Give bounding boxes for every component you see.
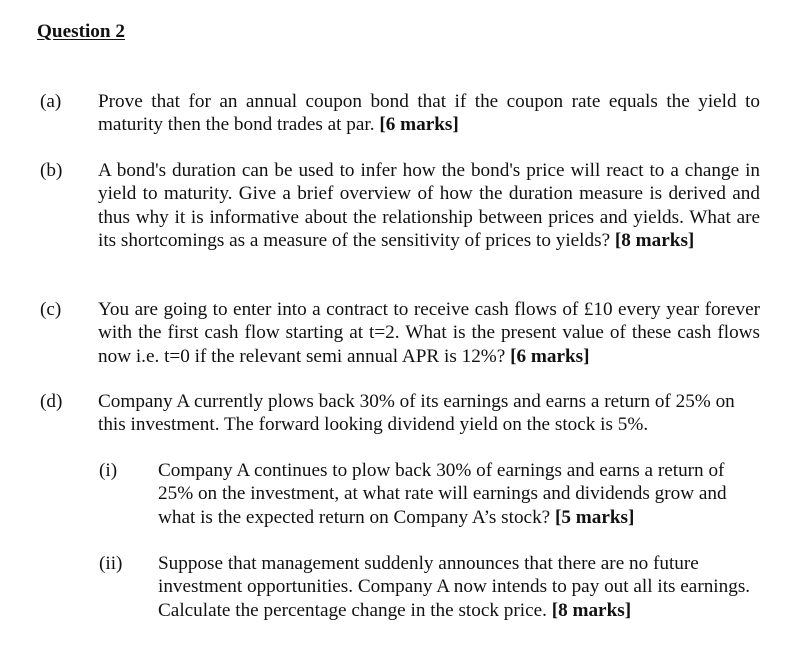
part-body: A bond's duration can be used to infer how the bond's price will react to a change in yield to maturity. Give a brief overview of how the duration measure is derived and thus why it is informative about the relationship between prices and yields. What are its shortcomings as a measure of the sensitivity of prices to yields?	[98, 160, 760, 251]
subpart-text	[158, 459, 760, 529]
part-text	[98, 159, 760, 252]
question-title: Question 2	[37, 21, 125, 42]
marks-badge: [6 marks]	[379, 114, 459, 136]
part-label: (b)	[40, 160, 63, 181]
part-text	[98, 390, 760, 437]
subpart-body: Suppose that management suddenly announces that there are no future investment opportunities. Company A now intends to pay out all its earnings. Calculate the percentage change in the stock price.	[158, 553, 751, 621]
marks-badge: [6 marks]	[510, 345, 590, 367]
part-text	[98, 90, 760, 137]
subpart-label: (ii)	[99, 553, 123, 574]
part-label: (d)	[40, 391, 63, 412]
marks-badge: [5 marks]	[555, 506, 635, 528]
marks-badge: [8 marks]	[551, 599, 632, 621]
part-body: Prove that for an annual coupon bond that if the coupon rate equals the yield to maturity then the bond trades at par.	[98, 91, 760, 136]
part-body: You are going to enter into a contract to receive cash flows of £10 every year forever with the first cash flow starting at t=2. What is the present value of these cash flows now i.e. t=0 if the relevant semi annual APR is 12%?	[98, 299, 760, 367]
subpart-body: Company A continues to plow back 30% of earnings and earns a return of 25% on the investment, at what rate will earnings and dividends grow and what is the expected return on Company A’s stock?	[158, 460, 727, 528]
part-label: (c)	[40, 299, 62, 320]
marks-badge: [8 marks]	[614, 229, 695, 251]
subpart-label: (i)	[99, 460, 118, 481]
part-body: Company A currently plows back 30% of its earnings and earns a return of 25% on this investment. The forward looking dividend yield on the stock is 5%.	[98, 391, 735, 436]
part-text	[98, 298, 760, 368]
part-label: (a)	[40, 91, 62, 112]
subpart-text	[158, 552, 760, 622]
